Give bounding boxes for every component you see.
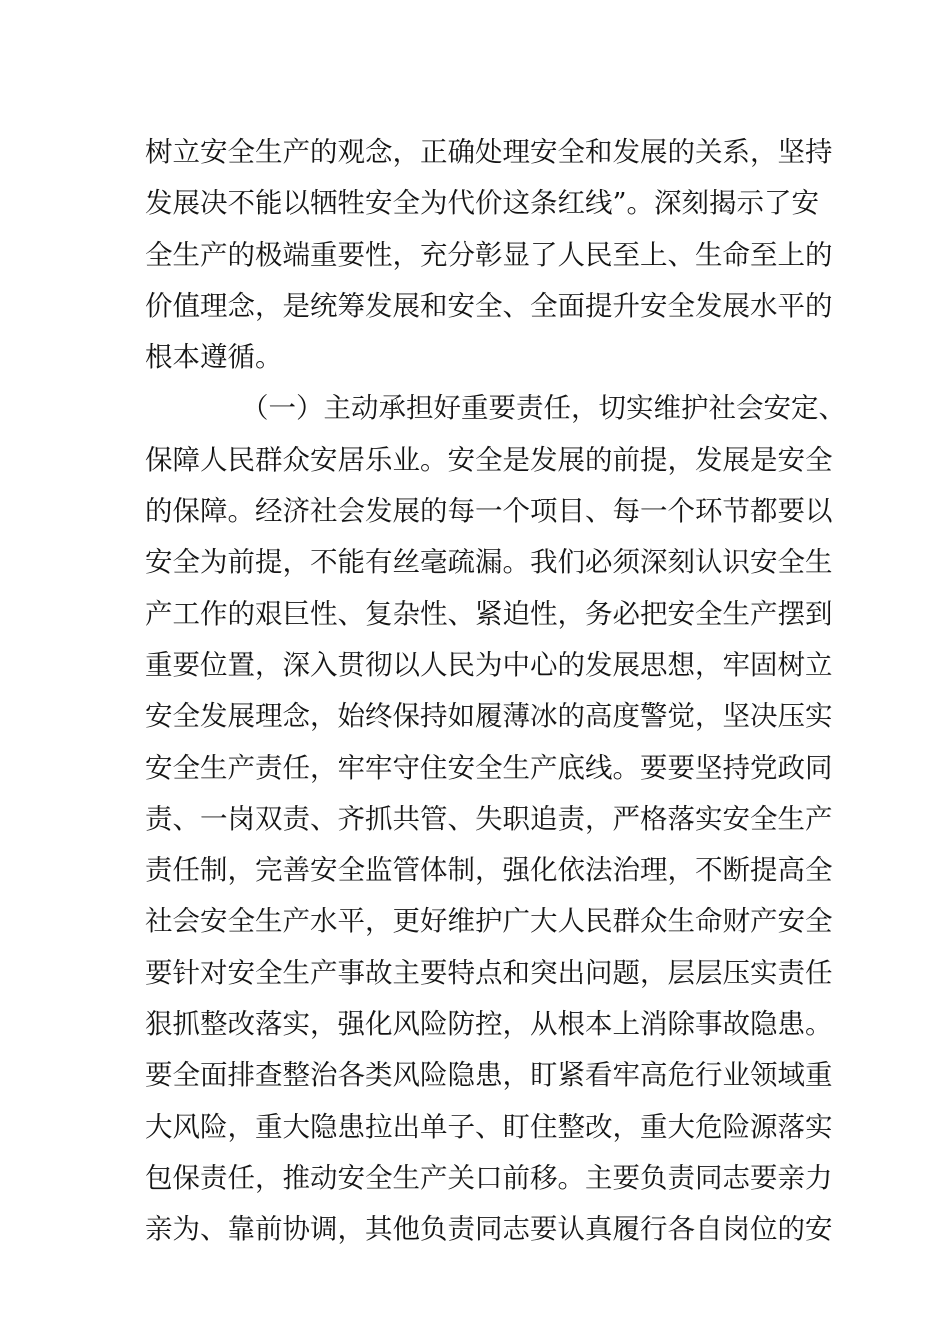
text-line: 根本遵循。 <box>145 341 283 374</box>
text-line: 安全生产责任，牢牢守住安全生产底线。要要坚持党政同 <box>145 751 833 784</box>
text-line: 包保责任，推动安全生产关口前移。主要负责同志要亲力 <box>145 1161 833 1194</box>
text-line: 保障人民群众安居乐业。安全是发展的前提，发展是安全 <box>145 443 833 476</box>
text-line: 价值理念，是统筹发展和安全、全面提升安全发展水平的 <box>145 289 833 322</box>
text-line: 的保障。经济社会发展的每一个项目、每一个环节都要以 <box>145 495 833 528</box>
text-line: 要全面排查整治各类风险隐患，盯紧看牢高危行业领域重 <box>145 1059 833 1092</box>
text-line: 全生产的极端重要性，充分彰显了人民至上、生命至上的 <box>145 238 833 271</box>
body-text <box>145 127 846 1256</box>
text-line: 狠抓整改落实，强化风险防控，从根本上消除事故隐患。 <box>145 1008 833 1041</box>
text-line: 要针对安全生产事故主要特点和突出问题，层层压实责任 <box>145 956 833 989</box>
text-line: 大风险，重大隐患拉出单子、盯住整改，重大危险源落实 <box>145 1110 833 1143</box>
text-line: 树立安全生产的观念，正确处理安全和发展的关系，坚持 <box>145 136 833 168</box>
text-line: 责任制，完善安全监管体制，强化依法治理，不断提高全 <box>145 854 833 887</box>
text-line: 安全为前提，不能有丝毫疏漏。我们必须深刻认识安全生 <box>145 546 833 579</box>
text-line: 产工作的艰巨性、复杂性、紧迫性，务必把安全生产摆到 <box>145 597 833 630</box>
text-line: 亲为、靠前协调，其他负责同志要认真履行各自岗位的安 <box>145 1213 833 1246</box>
text-line: 责、一岗双责、齐抓共管、失职追责，严格落实安全生产 <box>145 802 833 835</box>
text-line: 发展决不能以牺牲安全为代价这条红线”。深刻揭示了安 <box>145 187 820 220</box>
section-heading-line: （一）主动承担好重要责任，切实维护社会安定、 <box>241 392 846 425</box>
text-line: 重要位置，深入贯彻以人民为中心的发展思想，牢固树立 <box>145 648 833 681</box>
text-line: 安全发展理念，始终保持如履薄冰的高度警觉，坚决压实 <box>145 700 833 733</box>
text-line: 社会安全生产水平，更好维护广大人民群众生命财产安全 <box>145 905 833 938</box>
